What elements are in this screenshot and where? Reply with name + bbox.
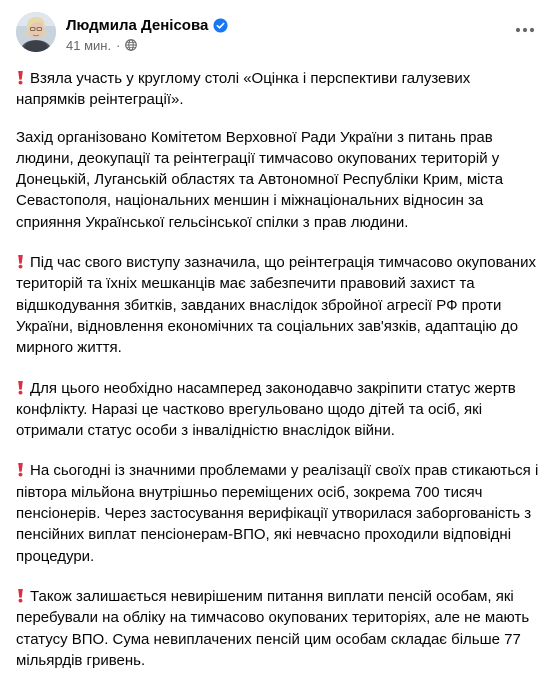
author-row: [66, 15, 228, 35]
more-options-button[interactable]: [507, 12, 543, 48]
red-exclamation-icon: [16, 588, 25, 603]
avatar-image: [16, 12, 56, 52]
paragraph-text: Захід організовано Комітетом Верховної Ради України з питань прав людини, деокупації та реінтеграції тимчасово окупованих територій у Донецькій, Луганській областях та Автономної Республіки Крим, міста Севастополя, національних меншин і міжнаціональних відносин за сприяння Української гельсінської спілки з прав людини.: [16, 128, 504, 231]
paragraph-text: Для цього необхідно насамперед законодавчо закріпити статус жертв конфлікту. Наразі це частково врегульовано щодо дітей та осіб, які отримали статус особи з інвалідністю внаслідок війни.: [16, 379, 516, 440]
post-timestamp[interactable]: 41 мин.: [66, 37, 112, 53]
paragraph-text: Також залишається невирішеним питання виплати пенсій особам, які перебували на обліку на тимчасово окупованих територіях, але не мають статусу ВПО. Сума невиплачених пенсій цим особам складає більше 77 мільярдів гривень.: [16, 587, 530, 669]
meta-separator: ·: [116, 37, 121, 53]
verified-badge-icon: [213, 18, 228, 33]
red-exclamation-icon: [16, 462, 25, 477]
paragraph-text: На сьогодні із значними проблемами у реалізації своїх прав стикаються і півтора мільйона внутрішньо переміщених осіб, зокрема 700 тисяч пенсіонерів. Через застосування верифікації утворилася заборгованість з пенсійних виплат пенсіонерам-ВПО, які невчасно проходили відповідні процедури.: [16, 462, 539, 565]
author-avatar[interactable]: [16, 12, 56, 52]
red-exclamation-icon: [16, 254, 25, 269]
paragraph-text: Взяла участь у круглому столі «Оцінка і перспективи галузевих напрямків реінтеграції».: [16, 70, 471, 109]
post-paragraph-4: [16, 378, 543, 442]
globe-icon[interactable]: [125, 39, 137, 51]
more-options-icon: [515, 27, 535, 33]
post-paragraph-1: [16, 68, 543, 111]
post-paragraph-3: [16, 252, 543, 358]
post-body: [16, 68, 543, 686]
red-exclamation-icon: [16, 70, 25, 85]
paragraph-text: Під час свого виступу зазначила, що реінтеграція тимчасово окупованих територій та їхніх мешканців має забезпечити правовий захист та відшкодування збитків, завданих внаслідок збройної агресії РФ проти України, відновлення економічних та соціальних зав'язків, адаптацію до мирного життя.: [16, 254, 536, 357]
post-meta: [66, 37, 137, 53]
post-paragraph-5: [16, 460, 543, 566]
post-paragraph-6: [16, 586, 543, 671]
author-name[interactable]: Людмила Денісова: [66, 16, 209, 34]
post-paragraph-2: [16, 127, 543, 233]
post-header: [16, 12, 543, 60]
red-exclamation-icon: [16, 380, 25, 395]
